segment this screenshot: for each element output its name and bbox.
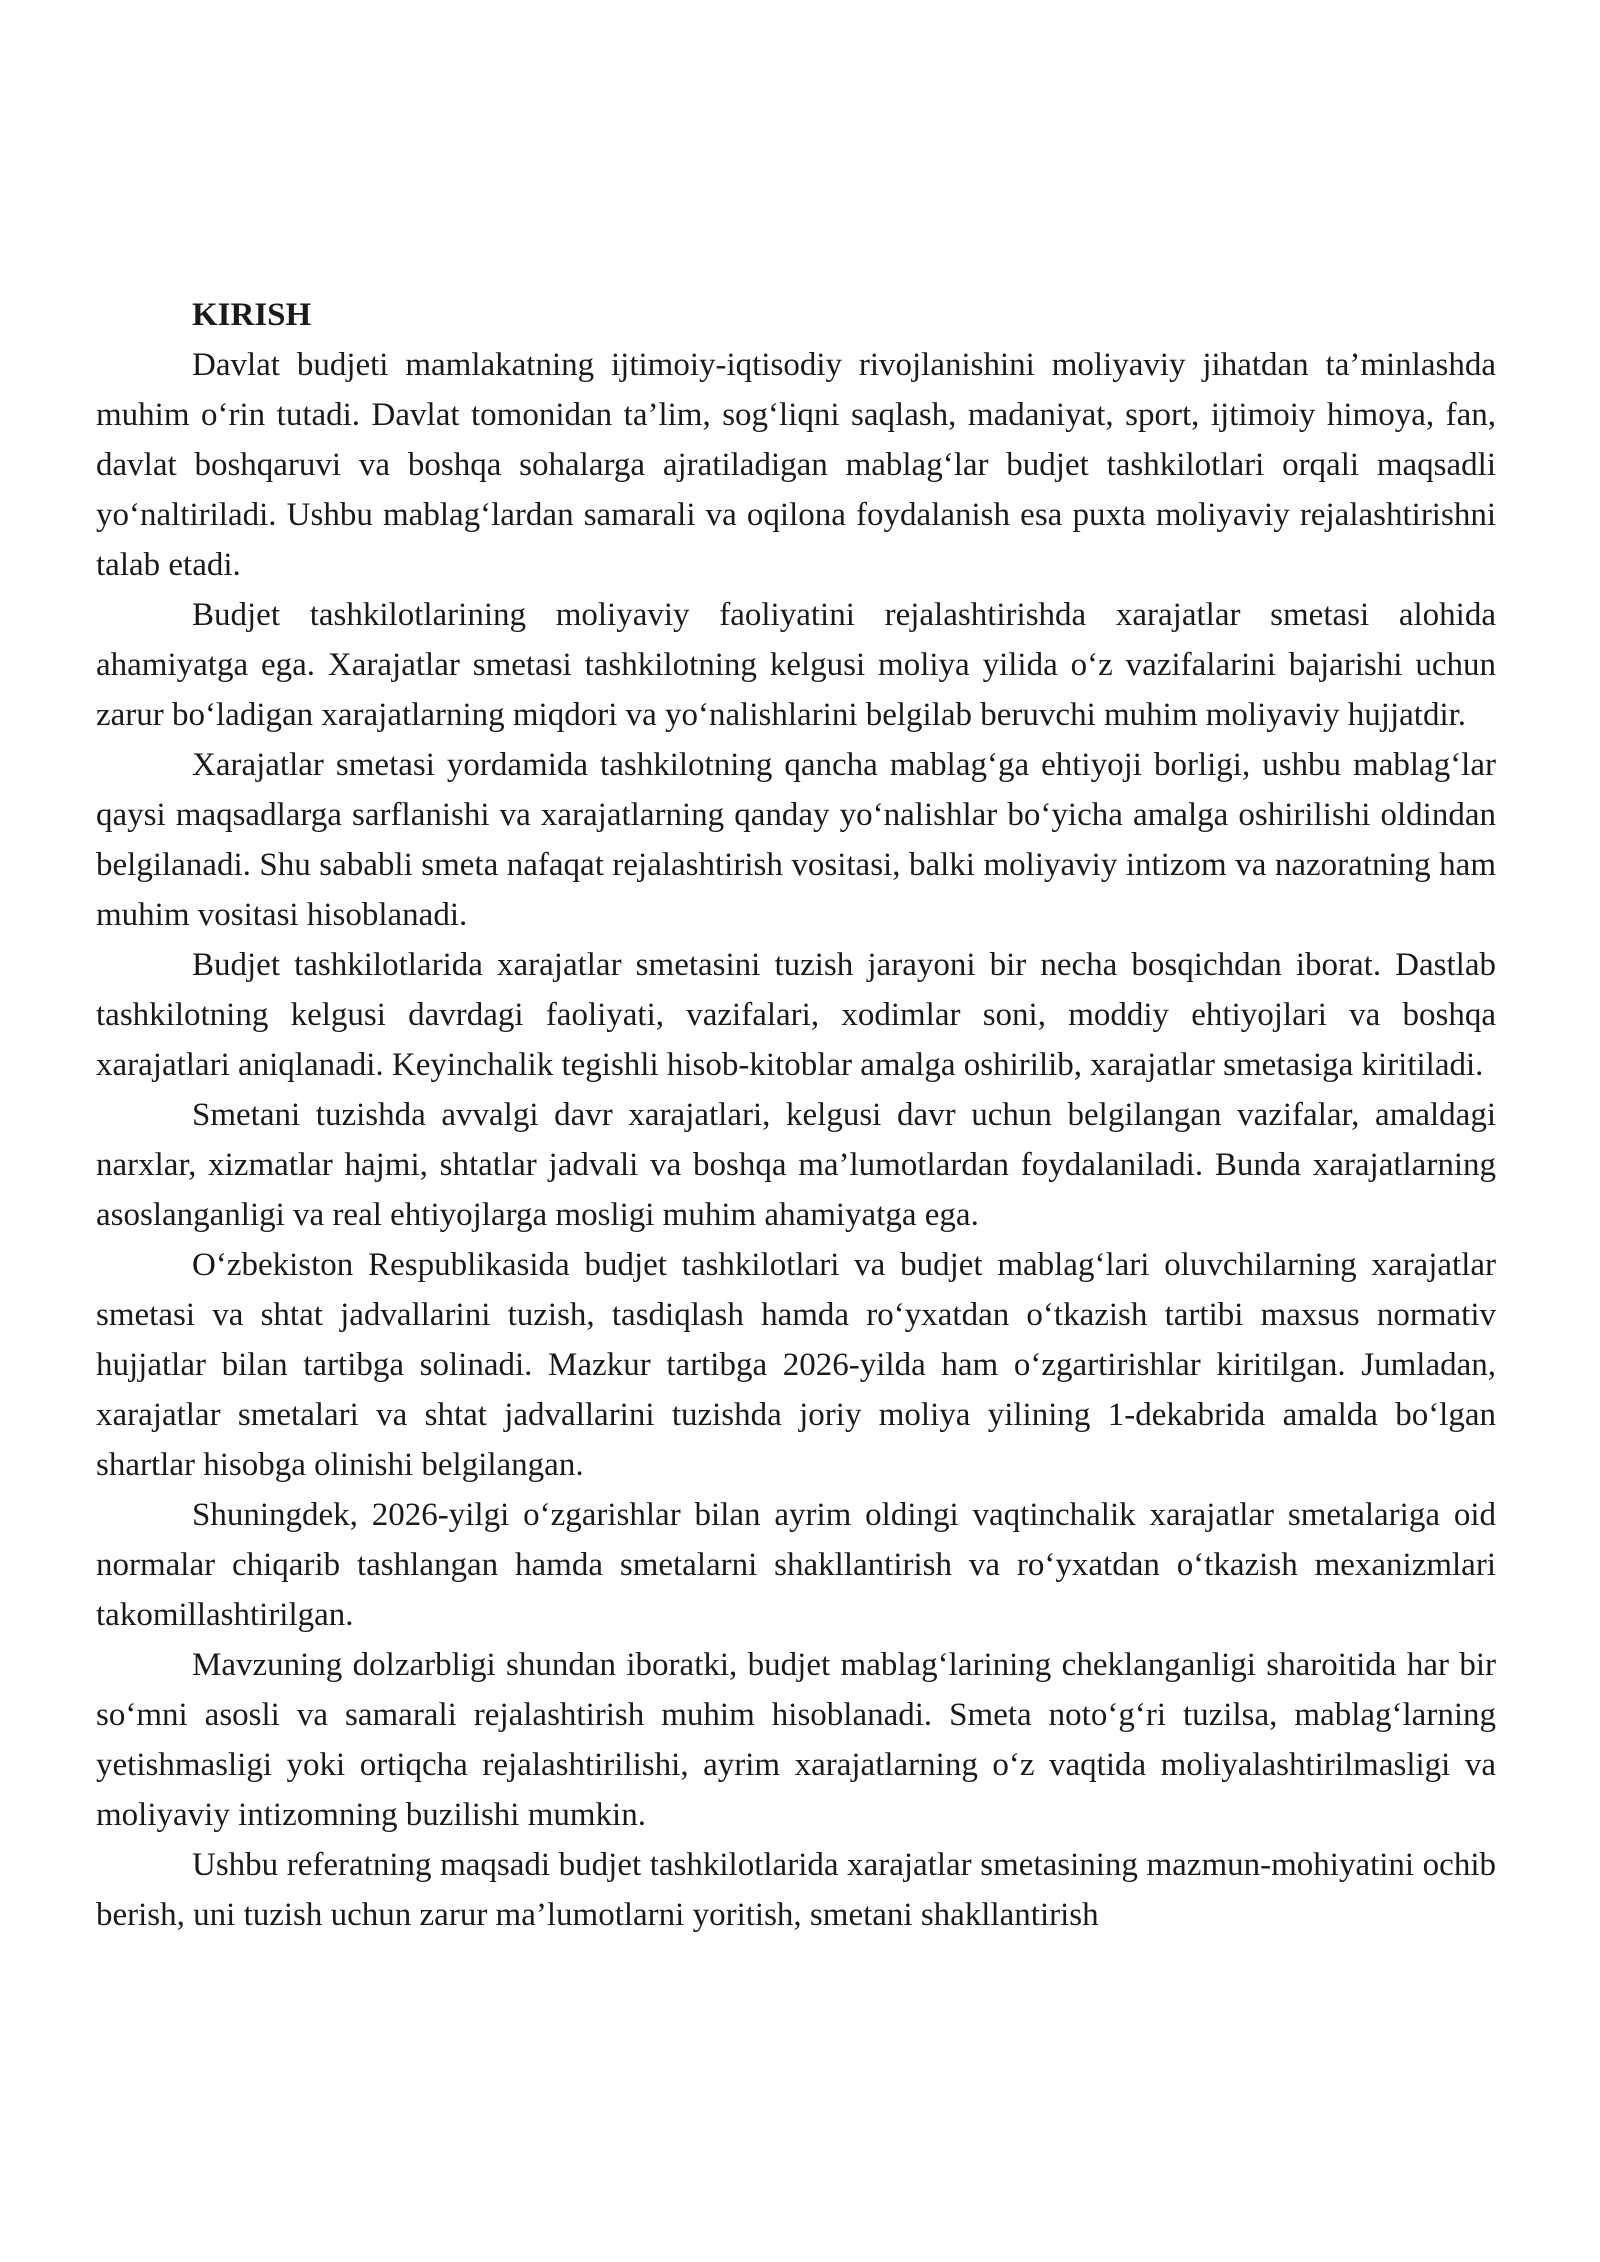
paragraph-6: O‘zbekiston Respublikasida budjet tashkilotlari va budjet mablag‘lari oluvchilarning xarajatlar smetasi va shtat jadvallarini tuzish, tasdiqlash hamda ro‘yxatdan o‘tkazish tartibi maxsus normativ hujjatlar bilan tartibga solinadi. Mazkur tartibga 2026-yilda ham o‘zgartirishlar kiritilgan. Jumladan, xarajatlar smetalari va shtat jadvallarini tuzishda joriy moliya yilining 1-dekabrida amalda bo‘lgan shartlar hisobga olinishi belgilangan. xyxy=(96,1247,1496,1483)
paragraph-1: Davlat budjeti mamlakatning ijtimoiy-iqtisodiy rivojlanishini moliyaviy jihatdan ta’minlashda muhim o‘rin tutadi. Davlat tomonidan ta’lim, sog‘liqni saqlash, madaniyat, sport, ijtimoiy himoya, fan, davlat boshqaruvi va boshqa sohalarga ajratiladigan mablag‘lar budjet tashkilotlari orqali maqsadli yo‘naltiriladi. Ushbu mablag‘lardan samarali va oqilona foydalanish esa puxta moliyaviy rejalashtirishni talab etadi. xyxy=(96,347,1496,583)
paragraph-4: Budjet tashkilotlarida xarajatlar smetasini tuzish jarayoni bir necha bosqichdan iborat. Dastlab tashkilotning kelgusi davrdagi faoliyati, vazifalari, xodimlar soni, moddiy ehtiyojlari va boshqa xarajatlari aniqlanadi. Keyinchalik tegishli hisob-kitoblar amalga oshirilib, xarajatlar smetasiga kiritiladi. xyxy=(96,947,1496,1083)
paragraph-5: Smetani tuzishda avvalgi davr xarajatlari, kelgusi davr uchun belgilangan vazifalar, amaldagi narxlar, xizmatlar hajmi, shtatlar jadvali va boshqa ma’lumotlardan foydalaniladi. Bunda xarajatlarning asoslanganligi va real ehtiyojlarga mosligi muhim ahamiyatga ega. xyxy=(96,1097,1496,1233)
paragraph-9: Ushbu referatning maqsadi budjet tashkilotlarida xarajatlar smetasining mazmun-mohiyatini ochib berish, uni tuzish uchun zarur ma’lumotlarni yoritish, smetani shakllantirish xyxy=(96,1847,1496,1933)
section-heading: KIRISH xyxy=(192,297,312,333)
document-page xyxy=(96,290,1496,1940)
paragraph-8: Mavzuning dolzarbligi shundan iboratki, budjet mablag‘larining cheklanganligi sharoitida har bir so‘mni asosli va samarali rejalashtirish muhim hisoblanadi. Smeta noto‘g‘ri tuzilsa, mablag‘larning yetishmasligi yoki ortiqcha rejalashtirilishi, ayrim xarajatlarning o‘z vaqtida moliyalashtirilmasligi va moliyaviy intizomning buzilishi mumkin. xyxy=(96,1647,1496,1833)
paragraph-3: Xarajatlar smetasi yordamida tashkilotning qancha mablag‘ga ehtiyoji borligi, ushbu mablag‘lar qaysi maqsadlarga sarflanishi va xarajatlarning qanday yo‘nalishlar bo‘yicha amalga oshirilishi oldindan belgilanadi. Shu sababli smeta nafaqat rejalashtirish vositasi, balki moliyaviy intizom va nazoratning ham muhim vositasi hisoblanadi. xyxy=(96,747,1496,933)
paragraph-7: Shuningdek, 2026-yilgi o‘zgarishlar bilan ayrim oldingi vaqtinchalik xarajatlar smetalariga oid normalar chiqarib tashlangan hamda smetalarni shakllantirish va ro‘yxatdan o‘tkazish mexanizmlari takomillashtirilgan. xyxy=(96,1497,1496,1633)
paragraph-2: Budjet tashkilotlarining moliyaviy faoliyatini rejalashtirishda xarajatlar smetasi alohida ahamiyatga ega. Xarajatlar smetasi tashkilotning kelgusi moliya yilida o‘z vazifalarini bajarishi uchun zarur bo‘ladigan xarajatlarning miqdori va yo‘nalishlarini belgilab beruvchi muhim moliyaviy hujjatdir. xyxy=(96,597,1496,733)
